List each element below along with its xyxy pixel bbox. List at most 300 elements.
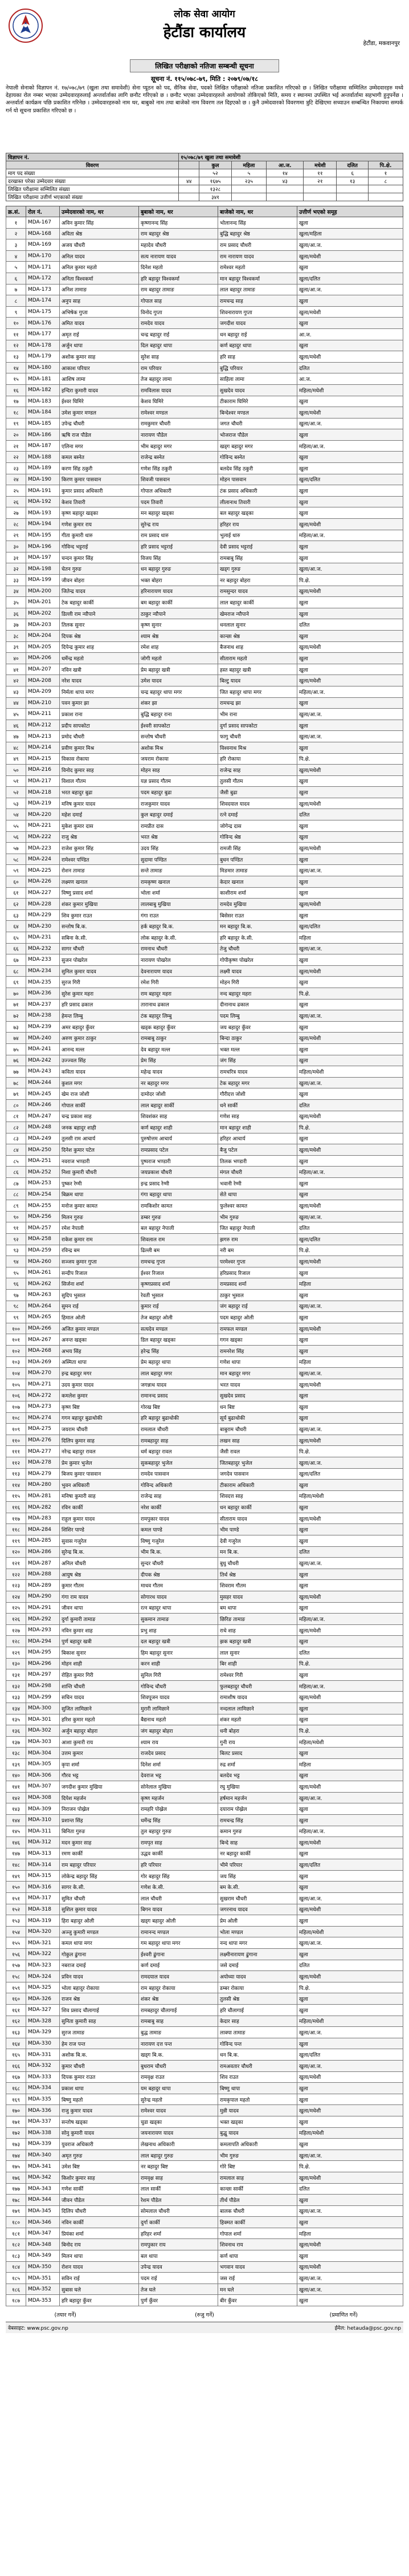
table-row — [6, 1937, 403, 1949]
cell-group: खुला — [297, 1133, 403, 1144]
cell-father: पुर्ण कुँवर — [139, 2295, 218, 2306]
table-row — [6, 306, 403, 318]
table-row — [6, 1401, 403, 1412]
cell-sn: १७४ — [6, 2150, 26, 2161]
cell-name: अभय सिंह — [60, 1345, 139, 1356]
cell-roll: MDA-299 — [26, 1692, 60, 1703]
cell-sn: ५ — [6, 262, 26, 273]
cell-grandfather: भरत यादव — [218, 1379, 297, 1390]
cell-father: प्रभु शाह — [139, 1624, 218, 1636]
cell-sn: ६८ — [6, 965, 26, 977]
notice-title: लिखित परीक्षाको नतिजा सम्बन्धी सूचना — [130, 59, 279, 72]
cell-grandfather: छिरिङ तामाङ — [218, 1614, 297, 1625]
cell-roll: MDA-302 — [26, 1725, 60, 1737]
table-row — [6, 1591, 403, 1603]
email-link[interactable]: ईमेल: hetauda@psc.gov.np — [334, 2326, 401, 2332]
cell-grandfather: धने सार्की — [218, 1099, 297, 1111]
cell-sn: ३३ — [6, 575, 26, 586]
cell-group: दलित — [297, 1546, 403, 1558]
cell-father: भीम बि.क. — [139, 1546, 218, 1558]
cell-group: खुला/आ.ज. — [297, 563, 403, 575]
cell-grandfather: हरिहर राय — [218, 519, 297, 530]
summary-cell: लिखित परीक्षामा सम्मिलित संख्या — [6, 185, 179, 193]
cell-name: सुनिल कुमार यादव — [60, 965, 139, 977]
cell-group: खुला/मधेशी — [297, 1379, 403, 1390]
cell-group: खुला — [297, 496, 403, 507]
cell-roll: MDA-221 — [26, 820, 60, 832]
cell-group: खुला — [297, 1703, 403, 1714]
cell-father: राजेन्द्र बस्नेत — [139, 452, 218, 463]
cell-grandfather: मंगल चौधरी — [218, 1167, 297, 1178]
cell-father: खड्ग बि.क. — [139, 2049, 218, 2061]
table-row — [6, 1088, 403, 1100]
cell-group: खुला/मधेशी — [297, 1200, 403, 1212]
cell-sn: १४५ — [6, 1826, 26, 1837]
cell-father: खड्क बहादुर कुँवर — [139, 1021, 218, 1033]
cell-grandfather: दीनानाथ ढकाल — [218, 999, 297, 1010]
cell-roll: MDA-185 — [26, 418, 60, 429]
cell-name: धर्मेन्द्र महतो — [60, 653, 139, 664]
table-row — [6, 452, 403, 463]
cell-sn: ७१ — [6, 999, 26, 1010]
cell-name: बिकाश सुनार — [60, 1647, 139, 1659]
cell-father: शिवलाल राम — [139, 1234, 218, 1245]
summary-cell — [369, 185, 403, 193]
cell-father: रामबाबु साह — [139, 2016, 218, 2027]
cell-sn: ५० — [6, 765, 26, 776]
cell-father: पदम बहादुर बुढा — [139, 787, 218, 798]
cell-roll: MDA-291 — [26, 1602, 60, 1614]
cell-name: शिशिर पाण्डे — [60, 1524, 139, 1535]
cell-roll: MDA-281 — [26, 1490, 60, 1502]
cell-grandfather: रामअवतार चौधरी — [218, 2060, 297, 2071]
table-row — [6, 1133, 403, 1144]
cell-sn: ६३ — [6, 909, 26, 921]
cell-group: खुला/आ.ज. — [297, 1077, 403, 1088]
cell-group: खुला — [297, 1602, 403, 1614]
table-row — [6, 1837, 403, 1848]
cell-name: दिलिप कुमार साह — [60, 1435, 139, 1446]
summary-cell — [231, 185, 266, 193]
footer-bar — [6, 2322, 403, 2333]
table-row — [6, 1781, 403, 1793]
cell-roll: MDA-329 — [26, 2027, 60, 2038]
cell-father: दल बहादुर खत्री — [139, 1636, 218, 1647]
table-row — [6, 1814, 403, 1826]
cell-roll: MDA-330 — [26, 2038, 60, 2049]
cell-grandfather: जगदेव पासवान — [218, 1468, 297, 1480]
cell-group: खुला — [297, 507, 403, 519]
cell-grandfather: धन बिष्ट — [218, 1401, 297, 1412]
cell-roll: MDA-303 — [26, 1736, 60, 1748]
cell-group: खुला — [297, 1178, 403, 1189]
cell-name: इन्दिरा कुमारी यादव — [60, 384, 139, 396]
cell-name: उत्तम कुमार — [60, 1748, 139, 1759]
cell-roll: MDA-346 — [26, 2217, 60, 2228]
cell-father: लेखनाथ अधिकारी — [139, 2139, 218, 2150]
cell-roll: MDA-209 — [26, 686, 60, 697]
cell-group: खुला — [297, 1043, 403, 1055]
cell-roll: MDA-238 — [26, 1010, 60, 1022]
cell-grandfather: गोपीकृष्ण पोखरेल — [218, 954, 297, 966]
table-row — [6, 1122, 403, 1133]
summary-cell: १३२८ — [199, 185, 232, 193]
table-row — [6, 1043, 403, 1055]
cell-roll: MDA-187 — [26, 440, 60, 452]
cell-sn: ९४ — [6, 1256, 26, 1267]
table-row — [6, 775, 403, 787]
cell-group: खुला — [297, 295, 403, 307]
cell-group: खुला — [297, 1312, 403, 1323]
cell-roll: MDA-265 — [26, 1312, 60, 1323]
cell-sn: ७० — [6, 988, 26, 999]
cell-grandfather: मिङमार तामाङ — [218, 865, 297, 876]
cell-sn: ७९ — [6, 1088, 26, 1100]
cell-father: गंगा बहादुर थापा — [139, 1189, 218, 1200]
cell-grandfather: दुर्गा प्रसाद सापकोटा — [218, 720, 297, 731]
cell-name: सुरेश कुमार महरा — [60, 988, 139, 999]
cell-father: चन्द्र बहादुर राई — [139, 328, 218, 340]
cell-sn: १४६ — [6, 1837, 26, 1848]
cell-sn: ११६ — [6, 1502, 26, 1513]
table-row — [6, 575, 403, 586]
cell-roll: MDA-226 — [26, 876, 60, 888]
cell-father: जंग बहादुर बोहरा — [139, 1725, 218, 1737]
cell-roll: MDA-218 — [26, 787, 60, 798]
cell-group: महिला — [297, 932, 403, 944]
cell-name: अजय चौधरी — [60, 239, 139, 251]
table-row — [6, 1256, 403, 1267]
cell-roll: MDA-169 — [26, 239, 60, 251]
table-row — [6, 1949, 403, 1960]
cell-sn: १२९ — [6, 1647, 26, 1659]
table-row — [6, 284, 403, 295]
cell-roll: MDA-280 — [26, 1480, 60, 1491]
cell-name: बिष्णु महतो — [60, 2094, 139, 2105]
cell-sn: १८३ — [6, 2250, 26, 2262]
cell-father: शिवजी पासवान — [139, 474, 218, 485]
cell-name: अमित यादव — [60, 318, 139, 329]
cell-roll: MDA-325 — [26, 1982, 60, 1993]
cell-group: खुला/आ.ज. — [297, 284, 403, 295]
cell-group: पि.क्षे. — [297, 753, 403, 765]
cell-father: कृष्णप्रसाद शर्मा — [139, 1278, 218, 1290]
cell-group: आ.ज. — [297, 373, 403, 385]
cell-group: पि.क्षे. — [297, 1122, 403, 1133]
office-address: हेटौंडा, मकवानपुर — [363, 40, 400, 47]
table-row — [6, 1446, 403, 1457]
website-link[interactable]: वेबसाइट: www.psc.gov.np — [8, 2326, 68, 2332]
cell-father: खड्ग बहादुर ओली — [139, 1915, 218, 1927]
cell-name: चन्दन कुमार सिंह — [60, 552, 139, 563]
cell-grandfather: हरि चौलागाई — [218, 2005, 297, 2016]
cell-grandfather: फुलबहादुर चौधरी — [218, 1680, 297, 1692]
cell-grandfather: सीताराम यादव — [218, 1513, 297, 1524]
cell-sn: ३७ — [6, 619, 26, 631]
cell-sn: ५३ — [6, 798, 26, 809]
cell-roll: MDA-276 — [26, 1435, 60, 1446]
cell-grandfather: भक्त खड्का — [218, 2116, 297, 2127]
cell-grandfather: नर बहादुर कार्की — [218, 1848, 297, 1859]
cell-roll: MDA-241 — [26, 1043, 60, 1055]
table-row — [6, 2005, 403, 2016]
cell-name: रोशन यादव — [60, 2261, 139, 2273]
cell-name: अमृत गुरुङ — [60, 2150, 139, 2161]
table-row — [6, 820, 403, 832]
cell-sn: २९ — [6, 530, 26, 541]
cell-father: जयप्रकाश चौधरी — [139, 1167, 218, 1178]
cell-name: मनिष कुमार यादव — [60, 798, 139, 809]
cell-roll: MDA-261 — [26, 1267, 60, 1278]
cell-father: रामबहादुर साह — [139, 1435, 218, 1446]
cell-group: खुला/मधेशी — [297, 1435, 403, 1446]
cell-roll: MDA-177 — [26, 328, 60, 340]
cell-group: महिला/मधेशी — [297, 1066, 403, 1078]
cell-sn: १२१ — [6, 1558, 26, 1569]
cell-group: महिला — [297, 1278, 403, 1290]
cell-father: सोमलाल चौधरी — [139, 2205, 218, 2217]
cell-roll: MDA-268 — [26, 1345, 60, 1356]
cell-father: उपेन्द्र यादव — [139, 2261, 218, 2273]
cell-sn: १५२ — [6, 1904, 26, 1915]
cell-grandfather: रामप्रसाद शर्मा — [218, 1278, 297, 1290]
cell-roll: MDA-240 — [26, 1033, 60, 1044]
cell-name: प्रवीण कुमार मिश्र — [60, 742, 139, 753]
cell-group: खुला/मधेशी — [297, 586, 403, 597]
table-row — [6, 1334, 403, 1346]
cell-grandfather: बुद्धु यादव — [218, 2127, 297, 2139]
cell-group: खुला/मधेशी — [297, 1323, 403, 1334]
cell-father: मुरारी लामिछाने — [139, 1703, 218, 1714]
cell-grandfather: रामचरित्र यादव — [218, 1066, 297, 1078]
cell-grandfather: गोविन्द पन्त — [218, 2038, 297, 2049]
cell-grandfather: रघु मुखिया — [218, 1781, 297, 1793]
cell-roll: MDA-337 — [26, 2116, 60, 2127]
cell-group: खुला/मधेशी — [297, 1837, 403, 1848]
cell-grandfather: खेमराज न्यौपाने — [218, 608, 297, 619]
cell-grandfather: रामजी सिंह — [218, 843, 297, 854]
cell-name: किरण कुमार पासवान — [60, 474, 139, 485]
cell-father: प्रेम सिंह — [139, 1055, 218, 1066]
cell-father: राम बहादुर तामाङ — [139, 284, 218, 295]
cell-name: किशोर कुमार साह — [60, 2172, 139, 2183]
cell-grandfather: बालक चौधरी — [218, 2205, 297, 2217]
cell-sn: १२३ — [6, 1580, 26, 1591]
cell-name: राम बहादुर परियार — [60, 1859, 139, 1871]
table-row — [6, 1558, 403, 1569]
cell-father: रामेश्वर यादव — [139, 2105, 218, 2116]
cell-group: खुला — [297, 653, 403, 664]
cell-name: टेक बहादुर कार्की — [60, 597, 139, 608]
cell-father: सुन्दर चौधरी — [139, 1558, 218, 1569]
cell-group: पि.क्षे. — [297, 1446, 403, 1457]
cell-roll: MDA-215 — [26, 753, 60, 765]
cell-sn: १८७ — [6, 2295, 26, 2306]
cell-roll: MDA-273 — [26, 1401, 60, 1412]
cell-sn: ११२ — [6, 1457, 26, 1468]
cell-sn: १४४ — [6, 1814, 26, 1826]
table-row — [6, 552, 403, 563]
cell-sn: १४१ — [6, 1781, 26, 1793]
org-name: लोक सेवा आयोग — [174, 9, 235, 20]
cell-sn: २१ — [6, 440, 26, 452]
table-row — [6, 1535, 403, 1547]
cell-group: खुला — [297, 1290, 403, 1301]
cell-grandfather: धन बि.क. — [218, 2049, 297, 2061]
cell-group: खुला/मधेशी — [297, 641, 403, 653]
cell-father: गोपाल अधिकारी — [139, 485, 218, 497]
header — [6, 7, 403, 59]
cell-sn: ६७ — [6, 954, 26, 966]
cell-name: प्रदीप सापकोटा — [60, 720, 139, 731]
cell-sn: १०२ — [6, 1345, 26, 1356]
cell-grandfather: मोहन गिरी — [218, 977, 297, 988]
cell-father: विष्णु गजुरेल — [139, 1535, 218, 1547]
table-row — [6, 474, 403, 485]
cell-name: महेश दमाई — [60, 809, 139, 820]
cell-sn: १८० — [6, 2217, 26, 2228]
cell-name: कमल थापा मगर — [60, 1937, 139, 1949]
cell-father: ठाकुर न्यौपाने — [139, 608, 218, 619]
cell-grandfather: सेते थापा — [218, 1189, 297, 1200]
cell-roll: MDA-324 — [26, 1971, 60, 1982]
cell-sn: १५ — [6, 373, 26, 385]
cell-grandfather: कमलापति अधिकारी — [218, 2139, 297, 2150]
cell-name: कुमार चौधरी — [60, 2060, 139, 2071]
cell-roll: MDA-304 — [26, 1748, 60, 1759]
cell-roll: MDA-232 — [26, 943, 60, 954]
cell-grandfather: तीर्थ पौडेल — [218, 2195, 297, 2206]
cell-roll: MDA-247 — [26, 1111, 60, 1122]
cell-grandfather: जय बहादुर कुँवर — [218, 1021, 297, 1033]
cell-grandfather: रामेश्वर महतो — [218, 262, 297, 273]
cell-roll: MDA-310 — [26, 1814, 60, 1826]
cell-roll: MDA-340 — [26, 2150, 60, 2161]
cell-grandfather: मन बि.क. — [218, 1546, 297, 1558]
cell-group: खुला — [297, 1814, 403, 1826]
cell-father: डिल बहादुर खड्का — [139, 1334, 218, 1346]
cell-grandfather: बलदेव सिंह ठकुरी — [218, 463, 297, 474]
cell-group: दलित — [297, 362, 403, 373]
table-row — [6, 362, 403, 373]
cell-roll: MDA-326 — [26, 1993, 60, 2005]
cell-father: रमेश शाह — [139, 641, 218, 653]
summary-cell — [304, 185, 337, 193]
summary-cell — [179, 169, 199, 177]
cell-sn: ५४ — [6, 809, 26, 820]
cell-roll: MDA-228 — [26, 899, 60, 910]
cell-grandfather: कर्ण बहादुर थापा — [218, 340, 297, 351]
table-row — [6, 1323, 403, 1334]
cell-father: गोपाल साह — [139, 295, 218, 307]
cell-name: अस्मिता थापा — [60, 1356, 139, 1368]
table-row — [6, 1546, 403, 1558]
cell-name: गोविन्द भट्टराई — [60, 541, 139, 552]
cell-sn: ८३ — [6, 1133, 26, 1144]
cell-sn: १६२ — [6, 2016, 26, 2027]
cell-sn: १६५ — [6, 2049, 26, 2061]
cell-grandfather: लीलानाथ तिवारी — [218, 496, 297, 507]
table-row — [6, 295, 403, 307]
cell-group: खुला/मधेशी — [297, 2071, 403, 2083]
cell-name: गोपाल सार्की — [60, 1099, 139, 1111]
cell-group: खुला — [297, 1993, 403, 2005]
cell-group: महिला/आ.ज. — [297, 1680, 403, 1692]
cell-sn: १६४ — [6, 2038, 26, 2049]
summary-cell — [179, 185, 199, 193]
cell-sn: ७७ — [6, 1066, 26, 1078]
cell-group: खुला/आ.ज. — [297, 709, 403, 720]
cell-name: नरेश यादव — [60, 675, 139, 686]
cell-name: चन्द्र प्रकाश साह — [60, 1111, 139, 1122]
cell-roll: MDA-278 — [26, 1457, 60, 1468]
cell-grandfather: बल बहादुर खड्का — [218, 507, 297, 519]
cell-group: खुला/मधेशी — [297, 519, 403, 530]
cell-roll: MDA-319 — [26, 1915, 60, 1927]
table-row — [6, 1736, 403, 1748]
table-row — [6, 373, 403, 385]
cell-name: दिपक कुमार राउत — [60, 2071, 139, 2083]
cell-sn: १०१ — [6, 1334, 26, 1346]
cell-father: सुकबहादुर भुजेल — [139, 1457, 218, 1468]
cell-roll: MDA-191 — [26, 485, 60, 497]
cell-group: खुला/मधेशी — [297, 1781, 403, 1793]
cell-grandfather: पदम लिम्बु — [218, 1010, 297, 1022]
table-row — [6, 1468, 403, 1480]
cell-roll: MDA-256 — [26, 1211, 60, 1222]
cell-group: दलित — [297, 1960, 403, 1971]
cell-grandfather: टेक बहादुर मगर — [218, 1077, 297, 1088]
cell-name: कुशल मगर — [60, 1077, 139, 1088]
cell-name: नरेन्द्र बहादुर रावल — [60, 1446, 139, 1457]
cell-name: सुदिप भुसाल — [60, 1290, 139, 1301]
cell-sn: १२७ — [6, 1624, 26, 1636]
cell-name: जीवन पौडेल — [60, 2195, 139, 2206]
sign-checked: (रुजु गर्ने) — [195, 2312, 214, 2319]
cell-grandfather: राम प्रसाद चौधरी — [218, 239, 297, 251]
cell-roll: MDA-174 — [26, 295, 60, 307]
cell-roll: MDA-339 — [26, 2139, 60, 2150]
cell-father: उदय सिंह — [139, 843, 218, 854]
cell-name: केशव तिवारी — [60, 496, 139, 507]
cell-group: खुला/आ.ज. — [297, 2027, 403, 2038]
cell-roll: MDA-233 — [26, 954, 60, 966]
cell-grandfather: नन्द थापा मगर — [218, 1937, 297, 1949]
cell-grandfather: जित बहादुर नेपाली — [218, 1222, 297, 1234]
cell-name: सन्तोष बि.क. — [60, 921, 139, 932]
cell-name: गणेश सार्की — [60, 2183, 139, 2195]
cell-group: खुला — [297, 630, 403, 641]
cell-group: खुला — [297, 1770, 403, 1781]
col-header-roll: रोल नं. — [26, 206, 60, 217]
cell-father: लाल बहादुर मगर — [139, 1368, 218, 1379]
cell-grandfather: सुखराम चौधरी — [218, 1893, 297, 1904]
cell-group: खुला — [297, 2094, 403, 2105]
cell-name: हेमन्त लिम्बु — [60, 1010, 139, 1022]
cell-father: दिल बहादुर थापा — [139, 340, 218, 351]
cell-group: दलित — [297, 1222, 403, 1234]
cell-group: खुला — [297, 1390, 403, 1401]
col-header-name: उम्मेदवारको नाम, थर — [60, 206, 139, 217]
cell-father: गोविन्द अधिकारी — [139, 1480, 218, 1491]
cell-group: महिला — [297, 1758, 403, 1770]
table-row — [6, 1457, 403, 1468]
cell-group: खुला/आ.ज. — [297, 1211, 403, 1222]
cell-group: आ.ज. — [297, 328, 403, 340]
table-row — [6, 1658, 403, 1669]
table-row — [6, 1055, 403, 1066]
table-row — [6, 1915, 403, 1927]
